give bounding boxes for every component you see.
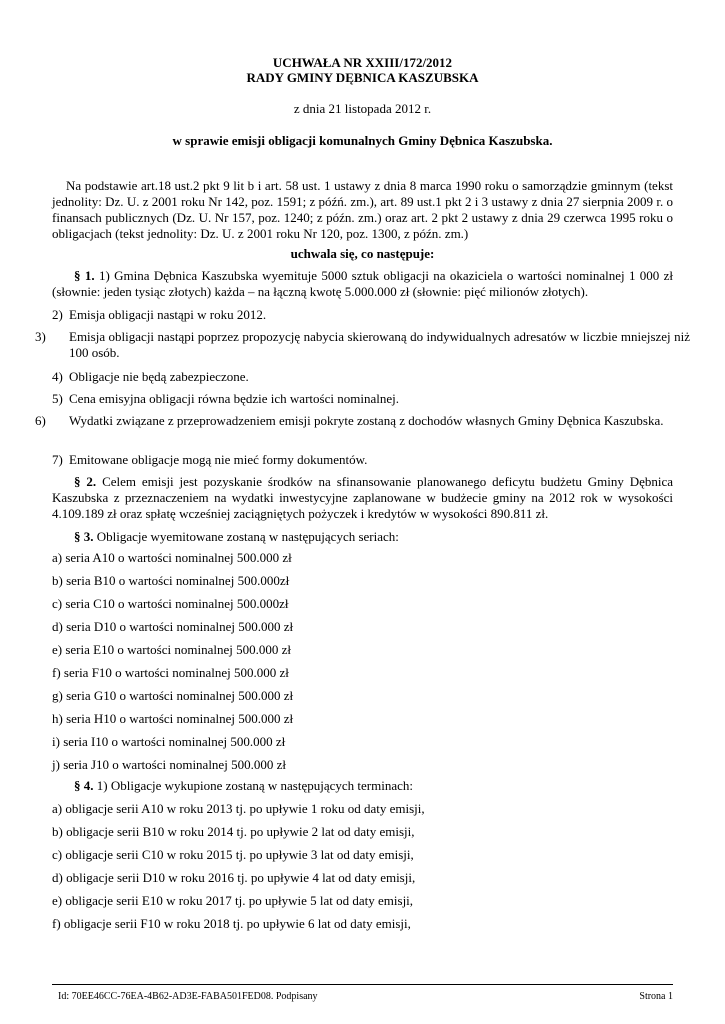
section-4-intro [52,778,673,794]
series-item: a) seria A10 o wartości nominalnej 500.000 zł [52,550,292,565]
redemption-term: d) obligacje serii D10 w roku 2016 tj. po upływie 4 lat od daty emisji, [52,870,416,885]
item-text: Emisja obligacji nastąpi w roku 2012. [69,307,267,322]
section-2-text: Celem emisji jest pozyskanie środków na sfinansowanie planowanego deficytu budżetu Gminy Dębnica Kaszubska z przeznaczeniem na wydatki inwestycyjne zaplanowane w budżecie gminy na 2012 rok w wysokości 4.109.189 zł oraz spłatę wcześniej zaciągniętych pożyczek i kredytów w wysokości 890.811 zł. [52,474,674,521]
section-1-intro [52,268,673,300]
section-4-text: 1) Obligacje wykupione zostaną w następujących terminach: [96,778,413,793]
page-number: Strona 1 [639,991,673,1002]
preamble: Na podstawie art.18 ust.2 pkt 9 lit b i art. 58 ust. 1 ustawy z dnia 8 marca 1990 roku o samorządzie gminnym (tekst jednolity: Dz. U. z 2001 roku Nr 142, poz. 1591; z późń. zm.), art. 89 ust.1 pkt 2 i 3 ustawy z dnia 27 sierpnia 2009 r. o finansach publicznych (Dz. U. Nr 157, poz. 1240; z późn. zm.) oraz art. 2 pkt 2 ustawy z dnia 29 czerwca 1995 roku o obligacjach (tekst jednolity: Dz. U. z 2001 roku Nr 120, poz. 1300, z późn. zm.) [52,178,673,241]
footer-divider [52,984,673,985]
redemption-term: c) obligacje serii C10 w roku 2015 tj. po upływie 3 lat od daty emisji, [52,847,414,862]
section-1-mark: § 1. [74,268,95,283]
section-1-item [35,329,690,361]
series-item: j) seria J10 o wartości nominalnej 500.000 zł [52,757,286,772]
item-text: Wydatki związane z przeprowadzeniem emisji pokryte zostaną z dochodów własnych Gminy Dębnica Kaszubska. [69,413,664,428]
document-id: Id: 70EE46CC-76EA-4B62-AD3E-FABA501FED08. Podpisany [58,991,318,1002]
item-number: 2) [52,307,63,322]
item-number: 5) [52,391,63,406]
section-2 [52,474,673,522]
section-1-item [35,413,690,429]
council-name: RADY GMINY DĘBNICA KASZUBSKA [246,70,479,85]
series-item: f) seria F10 o wartości nominalnej 500.000 zł [52,665,289,680]
section-1-point-1: 1) Gmina Dębnica Kaszubska wyemituje 5000 sztuk obligacji na okaziciela o wartości nominalnej 1 000 zł (słownie: jeden tysiąc złotych) każda – na łączną kwotę 5.000.000 zł (słownie: pięć milionów złotych). [52,268,674,299]
redemption-term: e) obligacje serii E10 w roku 2017 tj. po upływie 5 lat od daty emisji, [52,893,414,908]
section-1-item [52,452,673,468]
resolves-heading: uchwala się, co następuje: [290,246,435,261]
series-item: g) seria G10 o wartości nominalnej 500.000 zł [52,688,294,703]
item-text: Emisja obligacji nastąpi poprzez propozycję nabycia skierowaną do indywidualnych adresatów w liczbie mniejszej niż 100 osób. [69,329,690,360]
item-text: Obligacje nie będą zabezpieczone. [69,369,249,384]
section-3-mark: § 3. [74,529,94,544]
item-number: 6) [35,413,46,428]
section-4-mark: § 4. [74,778,94,793]
section-1-item [52,391,673,407]
series-item: c) seria C10 o wartości nominalnej 500.000zł [52,596,289,611]
resolution-number: UCHWAŁA NR XXIII/172/2012 [272,55,453,70]
item-number: 4) [52,369,63,384]
section-1-item [52,307,673,323]
series-item: h) seria H10 o wartości nominalnej 500.000 zł [52,711,294,726]
section-3-intro [52,529,673,545]
series-item: e) seria E10 o wartości nominalnej 500.000 zł [52,642,291,657]
section-2-mark: § 2. [74,474,97,489]
section-3-text: Obligacje wyemitowane zostaną w następujących seriach: [96,529,399,544]
resolution-subject: w sprawie emisji obligacji komunalnych Gminy Dębnica Kaszubska. [172,133,553,148]
item-text: Cena emisyjna obligacji równa będzie ich wartości nominalnej. [69,391,399,406]
section-1-item [52,369,673,385]
item-number: 7) [52,452,63,467]
resolution-date: z dnia 21 listopada 2012 r. [293,101,432,116]
series-item: b) seria B10 o wartości nominalnej 500.000zł [52,573,290,588]
series-item: i) seria I10 o wartości nominalnej 500.000 zł [52,734,286,749]
redemption-term: f) obligacje serii F10 w roku 2018 tj. po upływie 6 lat od daty emisji, [52,916,411,931]
redemption-term: a) obligacje serii A10 w roku 2013 tj. po upływie 1 roku od daty emisji, [52,801,425,816]
series-item: d) seria D10 o wartości nominalnej 500.000 zł [52,619,294,634]
redemption-term: b) obligacje serii B10 w roku 2014 tj. po upływie 2 lat od daty emisji, [52,824,415,839]
item-number: 3) [35,329,46,344]
item-text: Emitowane obligacje mogą nie mieć formy dokumentów. [69,452,368,467]
